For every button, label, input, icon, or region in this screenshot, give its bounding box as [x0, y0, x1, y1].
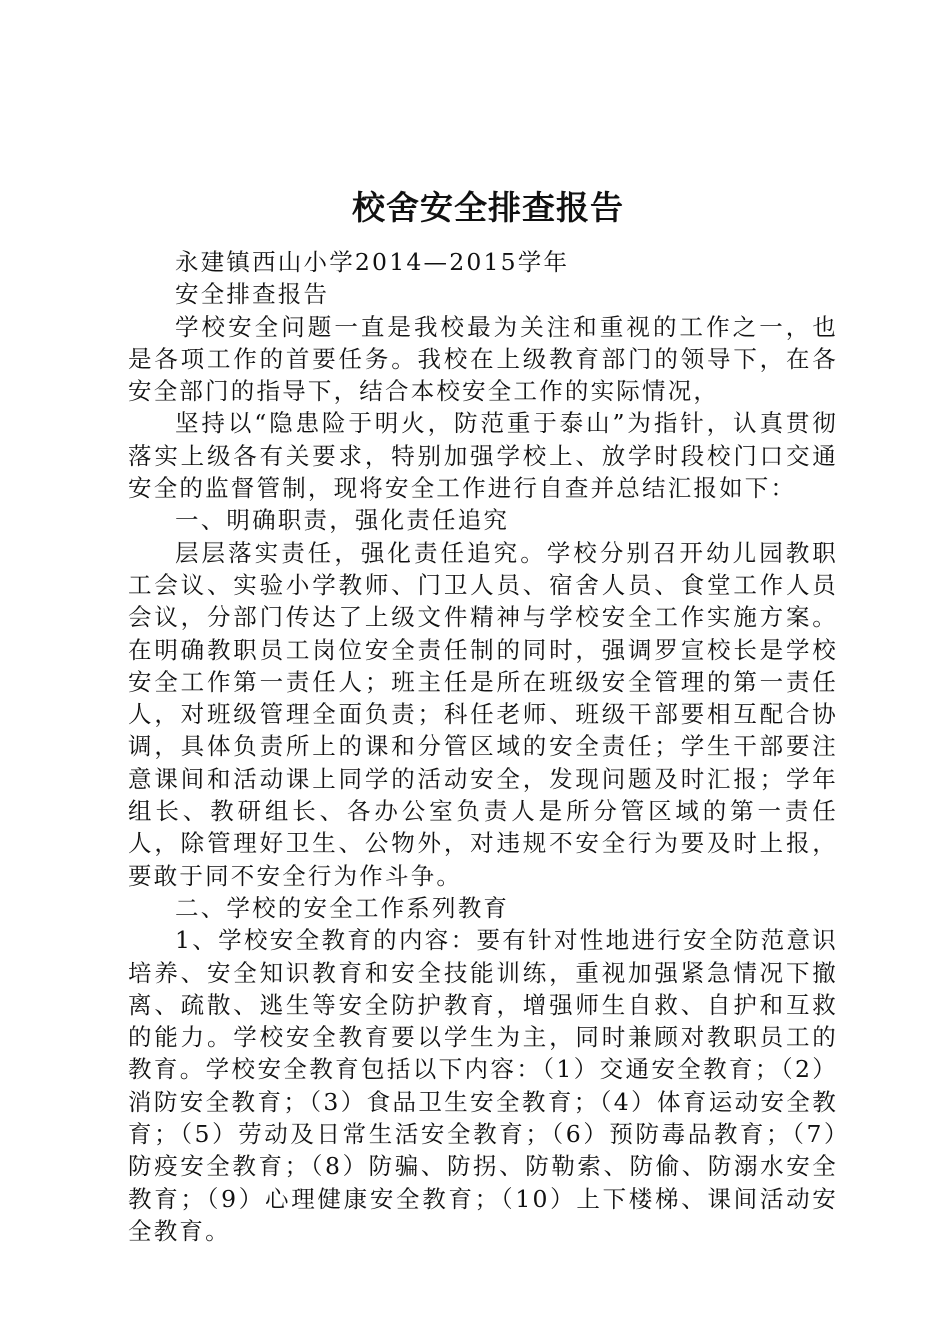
- document-page: [128, 182, 838, 1247]
- intro-line-report-name: 安全排查报告: [175, 280, 330, 309]
- intro-line-school-year: 永建镇西山小学2014—2015学年: [175, 248, 570, 276]
- paragraph-principle: 坚持以“隐患险于明火，防范重于泰山”为指针，认真贯彻落实上级各有关要求，特别加强学校上、放学时段校门口交通安全的监督管制，现将安全工作进行自查并总结汇报如下：: [128, 409, 838, 503]
- document-title: 校舍安全排查报告: [352, 188, 624, 227]
- paragraph-education: 1、学校安全教育的内容：要有针对性地进行安全防范意识培养、安全知识教育和安全技能训练，重视加强紧急情况下撤离、疏散、逃生等安全防护教育，增强师生自救、自护和互救的能力。学校安全教育要以学生为主，同时兼顾对教职员工的教育。学校安全教育包括以下内容：（1）交通安全教育；（2）消防安全教育；（3）食品卫生安全教育；（4）体育运动安全教育；（5）劳动及日常生活安全教育；（6）预防毒品教育；（7）防疫安全教育；（8）防骗、防拐、防勒索、防偷、防溺水安全教育；（9）心理健康安全教育；（10）上下楼梯、课间活动安全教育。: [128, 926, 838, 1245]
- section-heading-education: 二、学校的安全工作系列教育: [175, 893, 510, 922]
- paragraph-responsibility: 层层落实责任，强化责任追究。学校分别召开幼儿园教职工会议、实验小学教师、门卫人员、宿舍人员、食堂工作人员会议，分部门传达了上级文件精神与学校安全工作实施方案。在明确教职员工岗位安全责任制的同时，强调罗宣校长是学校安全工作第一责任人；班主任是所在班级安全管理的第一责任人，对班级管理全面负责；科任老师、班级干部要相互配合协调，具体负责所上的课和分管区域的安全责任；学生干部要注意课间和活动课上同学的活动安全，发现问题及时汇报；学年组长、教研组长、各办公室负责人是所分管区域的第一责任人，除管理好卫生、公物外，对违规不安全行为要及时上报，要敢于同不安全行为作斗争。: [128, 538, 838, 890]
- paragraph-overview: 学校安全问题一直是我校最为关注和重视的工作之一，也是各项工作的首要任务。我校在上级教育部门的领导下，在各安全部门的指导下，结合本校安全工作的实际情况，: [128, 312, 838, 406]
- section-heading-responsibility: 一、明确职责，强化责任追究: [175, 506, 510, 535]
